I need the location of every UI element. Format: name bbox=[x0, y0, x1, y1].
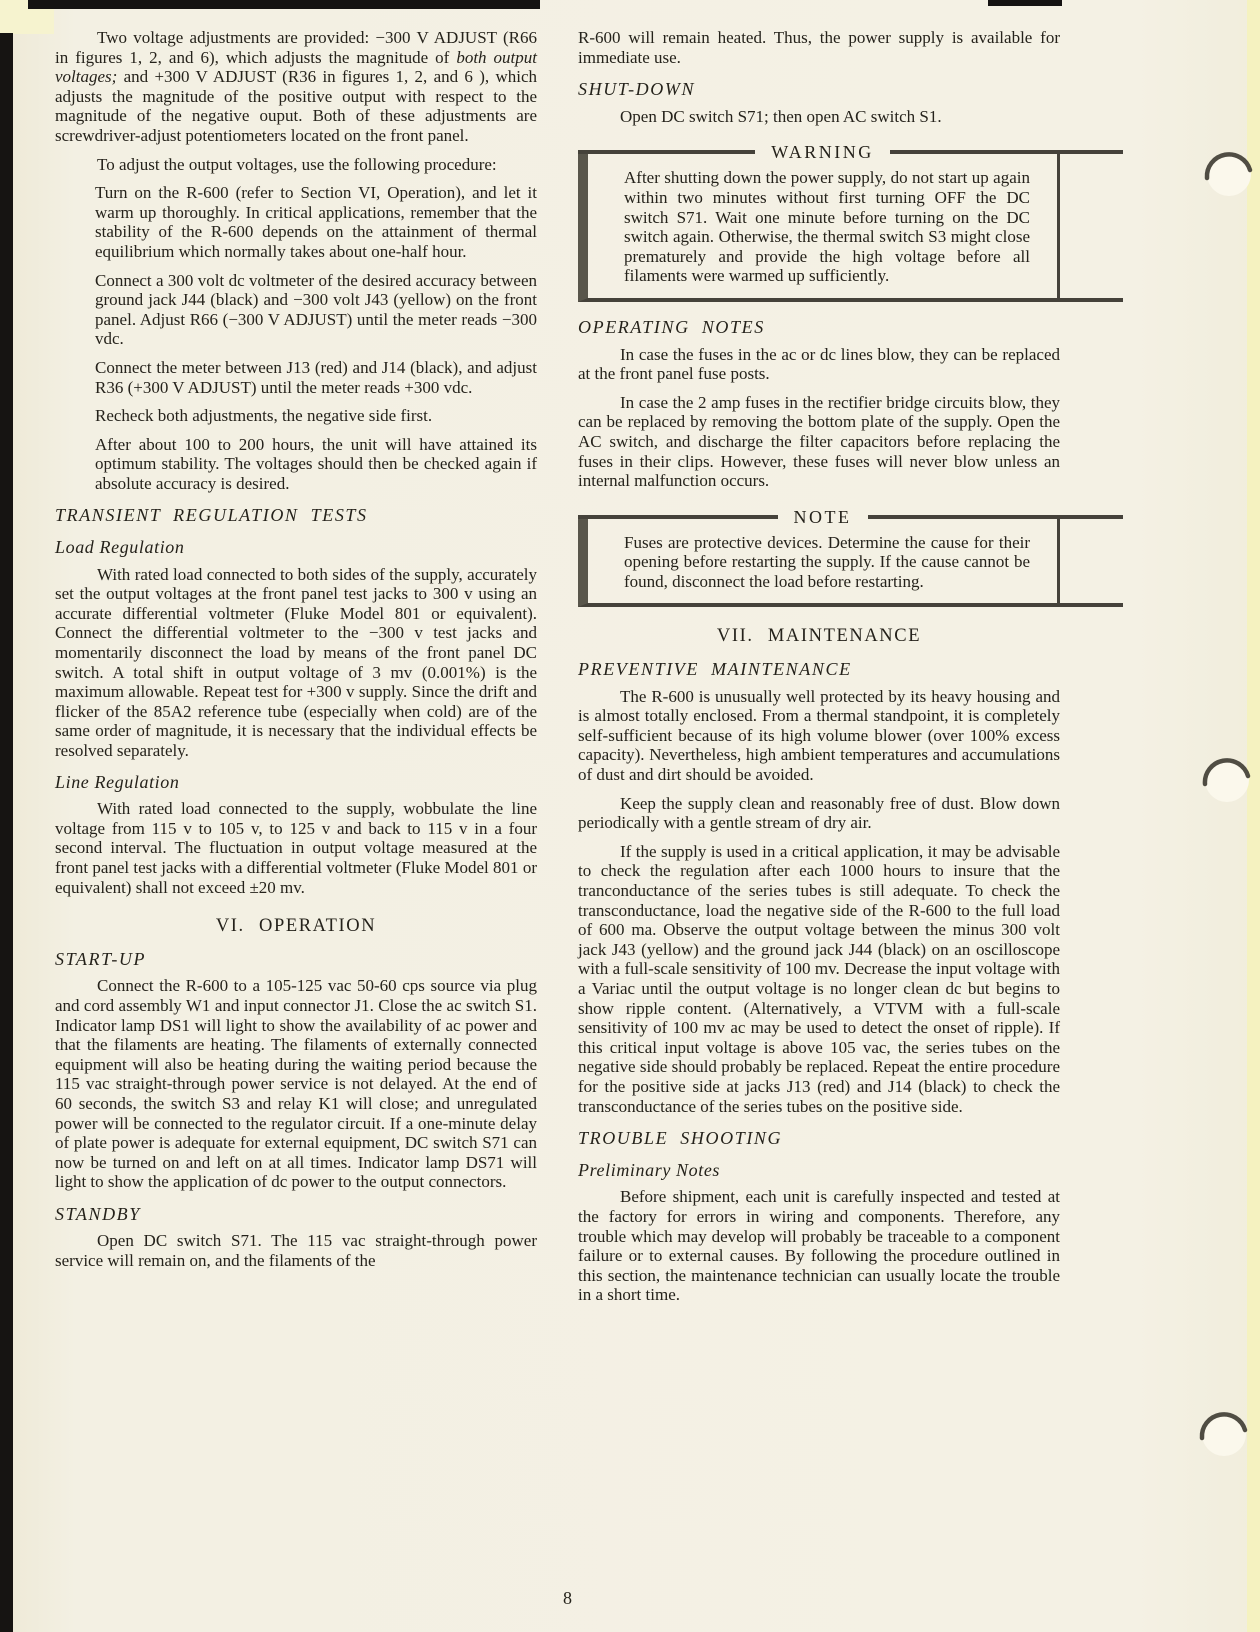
note-box bbox=[578, 506, 1060, 608]
scan-edge-strip-right bbox=[1247, 0, 1260, 1632]
heading-load-regulation: Load Regulation bbox=[55, 537, 185, 558]
para-load-regulation: With rated load connected to both sides of the supply, accurately set the output voltages at the front panel test jacks to 300 v using an accurate differential voltmeter (Fluke Model 801 or equivalent). Connect the differential voltmeter to the −300 v test jacks and momentarily disconnect the load by means of the front panel DC switch. A total shift in output voltage of 3 mv (0.001%) is the maximum allowable. Repeat test for +300 v supply. Since the drift and flicker of the 85A2 reference tube (especially when cold) are of the same order of magnitude, it is necessary that the individual effects be resolved separately. bbox=[55, 564, 537, 760]
para-voltage-adjustments-pre: Two voltage adjustments are provided: −300 V ADJUST (R66 in figures 1, 2, and 6), which adjusts the magnitude of bbox=[55, 28, 537, 67]
para-standby-continued: R-600 will remain heated. Thus, the power supply is available for immediate use. bbox=[578, 28, 1060, 67]
procedure-step: Turn on the R-600 (refer to Section VI, Operation), and let it warm up thoroughly. In critical applications, remember that the stability of the R-600 depends on the attainment of thermal equilibrium which normally takes about one-half hour. bbox=[95, 183, 537, 261]
para-preventive-housing: The R-600 is unusually well protected by its heavy housing and is almost totally enclosed. From a thermal standpoint, it is completely self-sufficient because of its high volume blower (over 100% excess capacity). Nevertheless, high ambient temperatures and accumulations of dust and dirt should be avoided. bbox=[578, 686, 1060, 785]
warning-rule-right bbox=[890, 150, 1123, 154]
note-titlebar bbox=[578, 506, 1123, 528]
binder-hole-bottom bbox=[1196, 1406, 1252, 1462]
para-preventive-regulation-check: If the supply is used in a critical application, it may be advisable to check the regulation after each 1000 hours to insure that the tranconductance of the series tubes is still adequate. To check the transconductance, load the negative side of the R-600 to the full load of 600 ma. Observe the output voltage between the minus 300 volt jack J43 (yellow) and the ground jack J44 (black) on an oscilloscope with a full-scale sensitivity of 100 mv. Decrease the input voltage with a Variac until the output voltage is no longer clean dc but begins to show ripple content. (Alternatively, a VTVM with a full-scale sensitivity of 100 mv ac may be used to detect the onset of ripple). If this critical input voltage is above 105 vac, the series tubes on the negative side should probably be replaced. Repeat the entire procedure for the positive side at jacks J13 (red) and J14 (black) to check the transconductance of the series tubes on the positive side. bbox=[578, 841, 1060, 1116]
para-fuses-lines: In case the fuses in the ac or dc lines blow, they can be replaced at the front panel fuse posts. bbox=[578, 344, 1060, 384]
para-voltage-adjustments bbox=[55, 28, 537, 146]
para-line-regulation: With rated load connected to the supply, wobbulate the line voltage from 115 v to 105 v, to 125 v and back to 115 v in a four second interval. The fluctuation in output voltage measured at the front panel test jacks with a differential voltmeter (Fluke Model 801 or equivalent) shall not exceed ±20 mv. bbox=[55, 799, 537, 897]
heading-shut-down: SHUT-DOWN bbox=[578, 79, 696, 100]
scan-edge-bar-left bbox=[0, 33, 13, 1632]
para-fuses-rectifier: In case the 2 amp fuses in the rectifier bridge circuits blow, they can be replaced by removing the bottom plate of the supply. Open the AC switch, and discharge the filter capacitors before replacing the fuses in their clips. However, these fuses will never blow unless an internal malfunction occurs. bbox=[578, 392, 1060, 491]
binder-hole-top bbox=[1201, 146, 1257, 202]
para-voltage-adjustments-post: and +300 V ADJUST (R36 in figures 1, 2, and 6 ), which adjusts the magnitude of the positive output with respect to the magnitude of the negative ouput. Both of these adjustments are screwdriver-adjust potentiometers located on the front panel. bbox=[55, 67, 537, 145]
heading-transient-regulation-tests: TRANSIENT REGULATION TESTS bbox=[55, 505, 368, 526]
page-number: 8 bbox=[563, 1588, 572, 1608]
note-text: Fuses are protective devices. Determine the cause for their opening before restarting the supply. If the cause cannot be found, disconnect the load before restarting. bbox=[624, 532, 1030, 591]
heading-line-regulation: Line Regulation bbox=[55, 771, 180, 792]
warning-titlebar bbox=[578, 141, 1123, 163]
heading-standby: STANDBY bbox=[55, 1203, 141, 1224]
para-procedure-intro: To adjust the output voltages, use the following procedure: bbox=[97, 154, 497, 174]
procedure-step: After about 100 to 200 hours, the unit will have attained its optimum stability. The voltages should then be checked again if absolute accuracy is desired. bbox=[95, 434, 537, 493]
procedure-step: Connect the meter between J13 (red) and J14 (black), and adjust R36 (+300 V ADJUST) until the meter reads +300 vdc. bbox=[95, 357, 537, 397]
warning-text: After shutting down the power supply, do not start up again within two minutes without first turning OFF the DC switch S71. Wait one minute before turning on the DC switch again. Otherwise, the thermal switch S3 might close prematurely and provide the high voltage before all filaments were warmed up sufficiently. bbox=[624, 168, 1030, 286]
heading-operating-notes: OPERATING NOTES bbox=[578, 316, 765, 337]
procedure-step: Recheck both adjustments, the negative side first. bbox=[95, 406, 433, 426]
para-shut-down: Open DC switch S71; then open AC switch S1. bbox=[620, 106, 942, 126]
note-rule-left bbox=[578, 515, 778, 519]
binder-hole-arc-icon bbox=[1196, 1406, 1252, 1462]
para-start-up: Connect the R-600 to a 105-125 vac 50-60 cps source via plug and cord assembly W1 and input connector J1. Close the ac switch S1. Indicator lamp DS1 will light to show the availability of ac power and that the filaments are heating. The filaments of externally connected equipment will also be heating during the waiting period because the 115 vac straight-through power service is not delayed. At the end of 60 seconds, the switch S3 and relay K1 will close; and unregulated power will be connected to the regulator circuit. If a one-minute delay of plate power is adequate for external equipment, DC switch S71 can now be turned on and left on at all times. Indicator lamp DS71 will light to show the application of dc power to the output connectors. bbox=[55, 976, 537, 1192]
para-standby: Open DC switch S71. The 115 vac straight-through power service will remain on, and the filaments of the bbox=[55, 1231, 537, 1271]
warning-box bbox=[578, 142, 1060, 302]
warning-title: WARNING bbox=[771, 142, 874, 163]
heading-preventive-maintenance: PREVENTIVE MAINTENANCE bbox=[578, 659, 852, 680]
para-preventive-clean: Keep the supply clean and reasonably free of dust. Blow down periodically with a gentle stream of dry air. bbox=[578, 793, 1060, 833]
heading-section-operation: VI. OPERATION bbox=[215, 916, 377, 937]
procedure-step: Connect a 300 volt dc voltmeter of the desired accuracy between ground jack J44 (black) and −300 volt J43 (yellow) on the front panel. Adjust R66 (−300 V ADJUST) until the meter reads −300 vdc. bbox=[95, 270, 537, 349]
warning-rule-left bbox=[578, 150, 755, 154]
para-preliminary-notes: Before shipment, each unit is carefully inspected and tested at the factory for errors in wiring and components. Therefore, any trouble which may develop will probably be traceable to a component failure or to external causes. By following the procedure outlined in this section, the maintenance technician can usually locate the trouble in a short time. bbox=[578, 1187, 1060, 1305]
para-voltage-adjustments-emphasis: both output voltages; bbox=[55, 47, 537, 87]
scan-edge-bar-top-right bbox=[988, 0, 1062, 6]
note-title: NOTE bbox=[793, 506, 852, 527]
left-column bbox=[55, 28, 537, 1280]
heading-start-up: START-UP bbox=[55, 948, 147, 969]
binder-hole-middle bbox=[1199, 752, 1255, 808]
heading-section-maintenance: VII. MAINTENANCE bbox=[716, 626, 922, 647]
binder-hole-arc-icon bbox=[1199, 752, 1255, 808]
heading-preliminary-notes: Preliminary Notes bbox=[578, 1159, 721, 1180]
scan-edge-bar-top-left bbox=[28, 0, 540, 9]
heading-trouble-shooting: TROUBLE SHOOTING bbox=[578, 1128, 783, 1149]
note-rule-right bbox=[868, 515, 1124, 519]
binder-hole-arc-icon bbox=[1201, 146, 1257, 202]
right-column bbox=[578, 28, 1060, 1314]
